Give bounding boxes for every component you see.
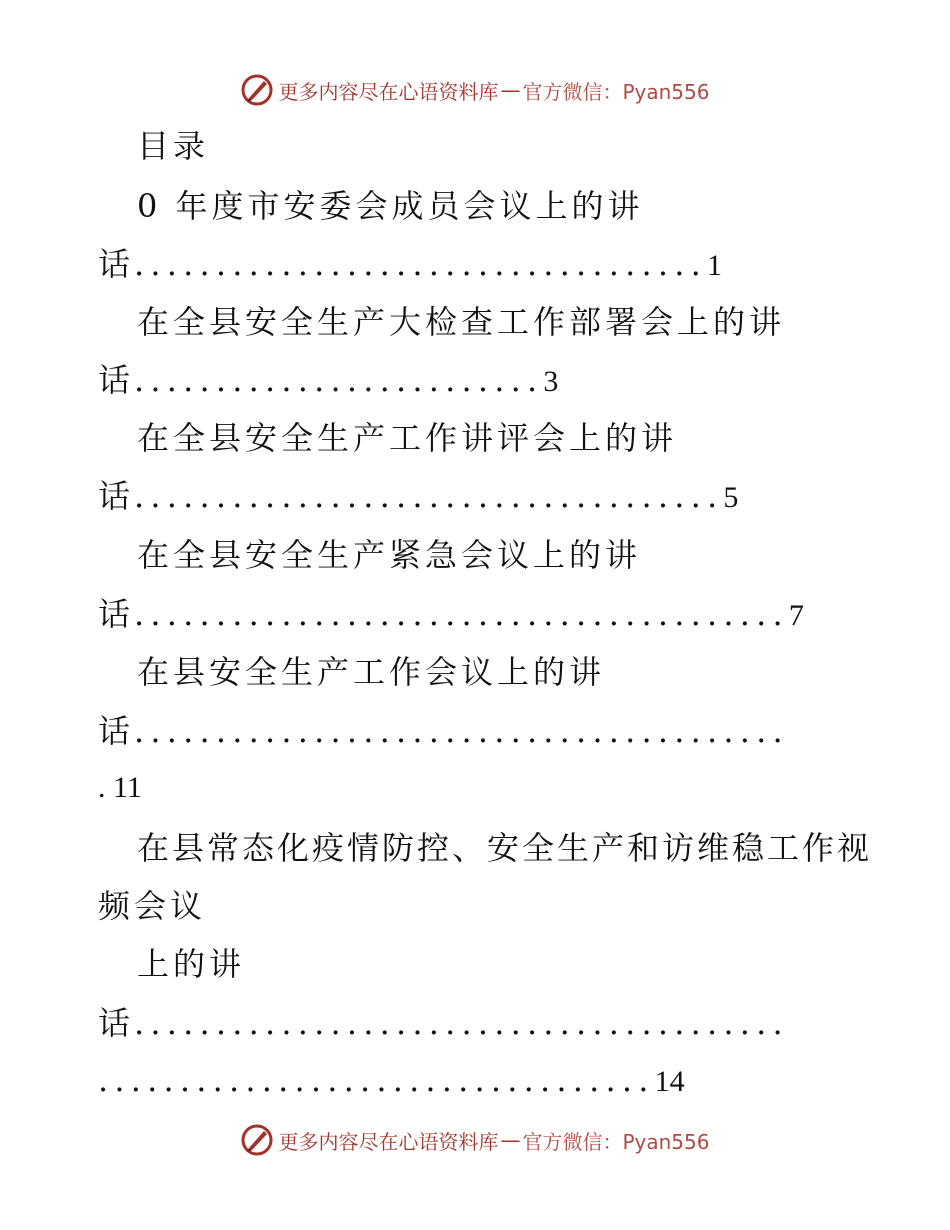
watermark-banner-bottom — [0, 1120, 950, 1160]
toc-entry-tail: 话 — [98, 477, 135, 515]
toc-entry-tail: 话 — [98, 1004, 135, 1042]
toc-leaders: ........................................ — [134, 595, 789, 633]
toc-leaders: .................................... — [134, 477, 724, 515]
toc-page-number: 5 — [723, 481, 739, 514]
watermark-wechat: 官方微信：Pyan556 — [522, 79, 710, 104]
toc-entry-leader-line — [98, 1058, 685, 1102]
toc-entry-tail: 话 — [98, 712, 135, 750]
toc-entry-leader-line — [98, 358, 558, 402]
toc-leaders: .................................. — [98, 1061, 655, 1099]
toc-entry-leader-line — [98, 1001, 789, 1045]
toc-page-number: 1 — [707, 249, 723, 282]
watermark-text: 更多内容尽在心语资料库 — [278, 79, 499, 104]
toc-entry-leader-line — [98, 709, 789, 753]
watermark-separator: — — [500, 1128, 521, 1152]
watermark-text: 更多内容尽在心语资料库 — [278, 1129, 499, 1154]
quill-logo-icon — [240, 1123, 274, 1157]
toc-entry-tail: 话 — [98, 361, 135, 399]
toc-page-number: . 11 — [98, 771, 142, 804]
toc-entry-title-continued: 频会议 — [98, 887, 207, 925]
toc-leaders: ........................................ — [134, 712, 789, 750]
toc-entry-leader-line — [98, 242, 722, 286]
toc-entry-tail: 话 — [98, 245, 135, 283]
toc-leaders: ........................................ — [134, 1004, 789, 1042]
watermark-wechat: 官方微信：Pyan556 — [522, 1129, 710, 1154]
toc-page-number: 3 — [543, 365, 559, 398]
toc-entry-leader-line — [98, 474, 738, 518]
toc-entry-title: 在县安全生产工作会议上的讲 — [137, 653, 606, 691]
toc-leaders: ................................... — [134, 245, 708, 283]
watermark-separator: — — [500, 78, 521, 102]
toc-entry-leader-line — [98, 592, 804, 636]
toc-entry-title: 在全县安全生产工作讲评会上的讲 — [137, 419, 678, 457]
toc-entry-tail: 话 — [98, 595, 135, 633]
quill-logo-icon — [240, 73, 274, 107]
toc-entry-title: 在全县安全生产大检查工作部署会上的讲 — [137, 303, 786, 341]
watermark-banner-top — [0, 70, 950, 110]
toc-leaders: ......................... — [134, 361, 544, 399]
toc-entry-title: 0 年度市安委会成员会议上的讲 — [137, 187, 644, 225]
toc-entry-title-continued: 上的讲 — [137, 945, 246, 983]
toc-heading: 目录 — [137, 127, 210, 165]
toc-entry-title: 在全县安全生产紧急会议上的讲 — [137, 536, 642, 574]
toc-page-number: 7 — [788, 599, 804, 632]
toc-page-number: 14 — [654, 1065, 685, 1098]
toc-entry-title: 在县常态化疫情防控、安全生产和访维稳工作视 — [137, 829, 873, 867]
